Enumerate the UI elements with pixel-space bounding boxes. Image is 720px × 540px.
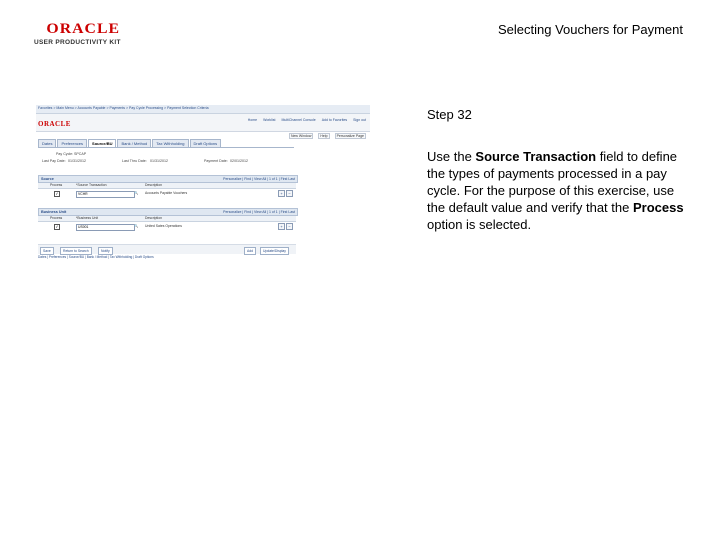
nav-signout-link[interactable]: Sign out [353, 118, 366, 122]
page-links [285, 134, 366, 138]
table-row [38, 223, 296, 230]
last-pay-date-label: Last Pay Date: [42, 159, 66, 163]
app-brand-logo: ORACLE [38, 120, 71, 128]
oracle-logo-text: ORACLE [46, 21, 121, 37]
bu-grid-header [38, 208, 298, 216]
col-description: Description [145, 216, 162, 220]
nav-worklist-link[interactable]: Worklist [263, 118, 276, 122]
lookup-icon[interactable]: 🔍 [134, 224, 139, 228]
add-row-icon[interactable]: + [278, 223, 285, 230]
help-link[interactable]: Help [320, 134, 328, 138]
col-process: Process [50, 183, 63, 187]
new-window-link[interactable]: New Window [290, 134, 312, 138]
application-screenshot [36, 105, 370, 265]
button-bar [38, 244, 296, 254]
header-nav [243, 118, 366, 122]
save-button[interactable]: Save [40, 247, 54, 255]
last-thru-date-label: Last Thru Date: [122, 159, 147, 163]
business-unit-field[interactable]: US001 [76, 224, 135, 231]
add-button[interactable]: Add [244, 247, 256, 255]
process-checkbox[interactable]: ✓ [55, 224, 59, 229]
source-transaction-field[interactable]: VCHR [76, 191, 135, 198]
col-business-unit: *Business Unit [76, 216, 99, 220]
instruction-part: field to define the types of payments processed in a pay cycle. For the purpose of this exercise, use the default value and verify that the [427, 149, 678, 215]
delete-row-icon[interactable]: − [286, 223, 293, 230]
tab-divider [38, 147, 294, 148]
payment-date-value: 02/01/2012 [230, 159, 248, 163]
col-source-transaction: *Source Transaction [76, 183, 107, 187]
instruction-part: option is selected. [427, 217, 532, 232]
return-to-search-button[interactable]: Return to Search [60, 247, 92, 255]
payment-date-label: Payment Date: [204, 159, 228, 163]
nav-home-link[interactable]: Home [247, 118, 258, 122]
instruction-part: Use the [427, 149, 476, 164]
add-row-icon[interactable]: + [278, 190, 285, 197]
tab-bank-method[interactable]: Bank / Method [117, 139, 151, 148]
bu-column-header [38, 216, 296, 222]
page-tabs [38, 139, 222, 147]
instruction-field-name: Source Transaction [475, 149, 597, 164]
tab-preferences[interactable]: Preferences [57, 139, 87, 148]
step-number: Step 32 [427, 107, 472, 122]
col-process: Process [50, 216, 63, 220]
col-description: Description [145, 183, 162, 187]
upk-logo [34, 22, 126, 46]
delete-row-icon[interactable]: − [286, 190, 293, 197]
last-thru-date-value: 01/31/2012 [150, 159, 168, 163]
process-checkbox[interactable]: ✓ [55, 191, 59, 196]
nav-add-favorites-link[interactable]: Add to Favorites [321, 118, 348, 122]
notify-button[interactable]: Notify [98, 247, 113, 255]
nav-multichannel-link[interactable]: MultiChannel Console [281, 118, 316, 122]
table-row [38, 190, 296, 197]
pay-cycle-label: Pay Cycle: [56, 152, 74, 156]
lookup-icon[interactable]: 🔍 [134, 191, 139, 195]
tab-tax-withholding[interactable]: Tax Withholding [152, 139, 188, 148]
pay-cycle-value: SPCAP [74, 152, 87, 156]
source-grid-header [38, 175, 298, 183]
footer-page-links[interactable]: Dates | Preferences | Source/BU | Bank / Method | Tax Withholding | Draft Options [38, 255, 154, 259]
last-pay-date-value: 01/31/2012 [68, 159, 86, 163]
tab-dates[interactable]: Dates [38, 139, 56, 148]
tab-source-bu[interactable]: Source/BU [88, 139, 116, 148]
instruction-option-name: Process [632, 200, 684, 215]
personalize-page-link[interactable]: Personalize Page [336, 134, 364, 138]
header-bar [36, 114, 370, 132]
document-title: Selecting Vouchers for Payment [498, 22, 683, 37]
bu-description: United Sates Operations [145, 224, 182, 228]
bu-grid-nav[interactable]: Personalize | Find | View All | 1 of 1 | First Last [223, 210, 295, 214]
upk-logo-text: USER PRODUCTIVITY KIT [34, 39, 121, 46]
source-grid-nav[interactable]: Personalize | Find | View All | 1 of 1 | First Last [223, 177, 295, 181]
breadcrumb[interactable]: Favorites > Main Menu > Accounts Payable > Payments > Pay Cycle Processing > Payment Selection Criteria [38, 106, 209, 110]
update-display-button[interactable]: Update/Display [260, 247, 289, 255]
source-description: Accounts Payable Vouchers [145, 191, 188, 195]
instruction-text [427, 148, 687, 233]
tab-draft-options[interactable]: Draft Options [190, 139, 222, 148]
breadcrumb-bar [36, 105, 370, 114]
source-grid-title: Source [41, 177, 54, 181]
bu-grid-title: Business Unit [41, 210, 67, 214]
source-column-header [38, 183, 296, 189]
